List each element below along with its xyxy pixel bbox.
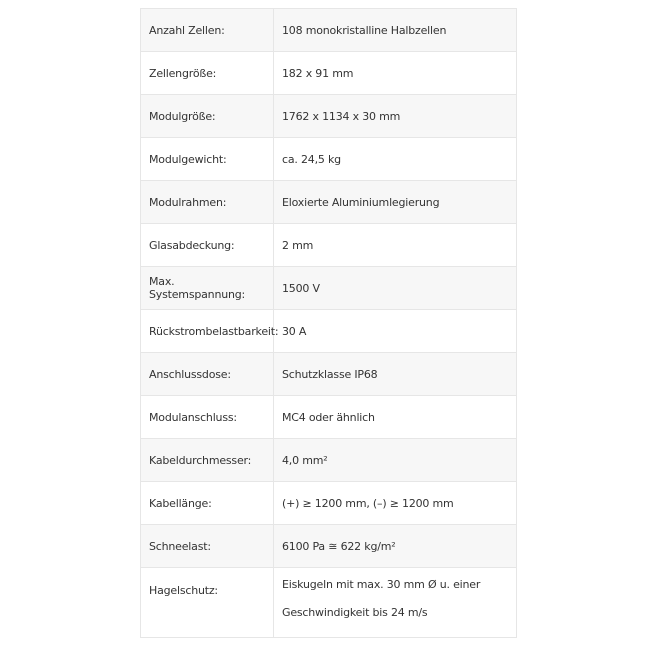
spec-label: Anzahl Zellen: bbox=[141, 9, 274, 52]
spec-value: Schutzklasse IP68 bbox=[274, 353, 517, 396]
table-row bbox=[141, 396, 517, 439]
spec-value: 1762 x 1134 x 30 mm bbox=[274, 95, 517, 138]
spec-label: Zellengröße: bbox=[141, 52, 274, 95]
table-row bbox=[141, 439, 517, 482]
spec-value: ca. 24,5 kg bbox=[274, 138, 517, 181]
spec-label: Hagelschutz: bbox=[141, 568, 274, 638]
table-row bbox=[141, 310, 517, 353]
spec-label: Max. Systemspannung: bbox=[141, 267, 274, 310]
spec-value: Eloxierte Aluminiumlegierung bbox=[274, 181, 517, 224]
spec-label: Modulgewicht: bbox=[141, 138, 274, 181]
spec-label: Kabeldurchmesser: bbox=[141, 439, 274, 482]
spec-value: 6100 Pa ≅ 622 kg/m² bbox=[274, 525, 517, 568]
table-row bbox=[141, 9, 517, 52]
spec-value: MC4 oder ähnlich bbox=[274, 396, 517, 439]
spec-value: 182 x 91 mm bbox=[274, 52, 517, 95]
spec-value: 4,0 mm² bbox=[274, 439, 517, 482]
table-row bbox=[141, 353, 517, 396]
spec-label: Rückstrombelastbarkeit: bbox=[141, 310, 274, 353]
table-row bbox=[141, 138, 517, 181]
spec-value: 2 mm bbox=[274, 224, 517, 267]
table-row bbox=[141, 52, 517, 95]
table-row bbox=[141, 95, 517, 138]
table-row bbox=[141, 267, 517, 310]
table-row bbox=[141, 482, 517, 525]
spec-label: Modulgröße: bbox=[141, 95, 274, 138]
table-row bbox=[141, 224, 517, 267]
spec-value: (+) ≥ 1200 mm, (–) ≥ 1200 mm bbox=[274, 482, 517, 525]
table-row bbox=[141, 568, 517, 638]
spec-value: 1500 V bbox=[274, 267, 517, 310]
spec-label: Kabellänge: bbox=[141, 482, 274, 525]
table-row bbox=[141, 525, 517, 568]
spec-value: Eiskugeln mit max. 30 mm Ø u. einer Geschwindigkeit bis 24 m/s bbox=[274, 568, 517, 638]
spec-label: Schneelast: bbox=[141, 525, 274, 568]
spec-value: 30 A bbox=[274, 310, 517, 353]
spec-label: Glasabdeckung: bbox=[141, 224, 274, 267]
table-row bbox=[141, 181, 517, 224]
spec-table bbox=[140, 8, 517, 638]
spec-label: Modulrahmen: bbox=[141, 181, 274, 224]
spec-value: 108 monokristalline Halbzellen bbox=[274, 9, 517, 52]
spec-label: Modulanschluss: bbox=[141, 396, 274, 439]
spec-label: Anschlussdose: bbox=[141, 353, 274, 396]
